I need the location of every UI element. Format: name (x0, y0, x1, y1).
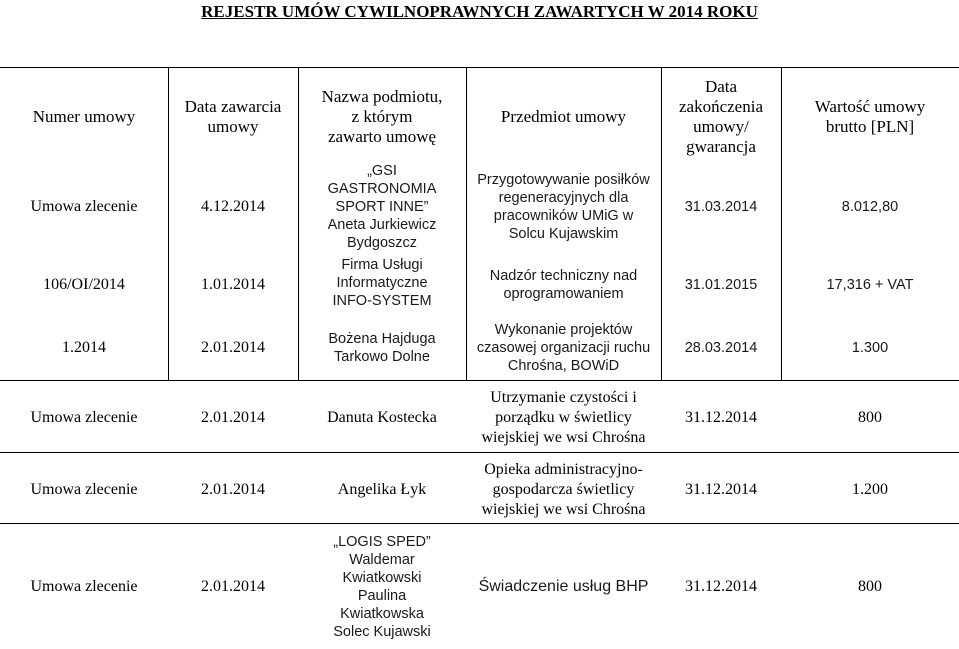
row3-subject: Wykonanie projektów czasowej organizacji ruchu Chrośna, BOWiD (476, 322, 651, 374)
row1-date: 4.12.2014 (201, 198, 265, 215)
row1-end-date: 31.03.2014 (684, 199, 758, 215)
header-subject: Przedmiot umowy (500, 107, 627, 126)
row3-entity: Bożena Hajduga Tarkowo Dolne (328, 331, 436, 365)
row4-entity: Danuta Kostecka (327, 409, 437, 426)
row1-subject: Przygotowywanie posiłków regeneracyjnych dla pracowników UMiG w Solcu Kujawskim (477, 172, 650, 242)
page-title: REJESTR UMÓW CYWILNOPRAWNYCH ZAWARTYCH W 2014 ROKU (201, 2, 758, 21)
header-number: Numer umowy (32, 107, 136, 126)
row6-end-date: 31.12.2014 (685, 578, 757, 595)
row6-value: 800 (858, 578, 882, 595)
row3-date: 2.01.2014 (201, 339, 265, 356)
row1-number: Umowa zlecenie (30, 198, 138, 215)
row6-subject: Świadczenie usług BHP (478, 578, 649, 595)
column-divider (466, 67, 467, 380)
row5-date: 2.01.2014 (201, 481, 265, 498)
row3-end-date: 28.03.2014 (684, 340, 758, 356)
row2-number: 106/OI/2014 (43, 276, 125, 293)
header-entity: Nazwa podmiotu, z którym zawarto umowę (321, 87, 443, 146)
row-divider (0, 523, 959, 524)
header-value: Wartość umowy brutto [PLN] (814, 97, 926, 136)
row6-date: 2.01.2014 (201, 578, 265, 595)
column-divider (168, 67, 169, 380)
row5-subject: Opieka administracyjno- gospodarcza świetlicy wiejskiej we wsi Chrośna (481, 461, 646, 518)
row2-value: 17,316 + VAT (826, 277, 914, 293)
row4-end-date: 31.12.2014 (685, 409, 757, 426)
row-divider (0, 452, 959, 453)
column-divider (298, 67, 299, 380)
row4-date: 2.01.2014 (201, 409, 265, 426)
row6-number: Umowa zlecenie (30, 578, 138, 595)
column-divider (661, 67, 662, 380)
row6-entity: „LOGIS SPED” Waldemar Kwiatkowski Paulina Kwiatkowska Solec Kujawski (333, 534, 431, 640)
row5-entity: Angelika Łyk (337, 481, 427, 498)
row3-value: 1.300 (851, 340, 889, 356)
header-end-date: Data zakończenia umowy/ gwarancja (679, 77, 763, 156)
row-divider (0, 380, 959, 381)
row2-end-date: 31.01.2015 (684, 277, 758, 293)
row1-value: 8.012,80 (841, 199, 899, 215)
header-date: Data zawarcia umowy (184, 97, 282, 136)
row2-entity: Firma Usługi Informatyczne INFO-SYSTEM (332, 257, 432, 309)
row3-number: 1.2014 (62, 339, 106, 356)
row2-subject: Nadzór techniczny nad oprogramowaniem (489, 268, 638, 302)
row1-entity: „GSI GASTRONOMIA SPORT INNE” Aneta Jurkiewicz Bydgoszcz (327, 163, 437, 251)
column-divider (781, 67, 782, 380)
row4-number: Umowa zlecenie (30, 409, 138, 426)
row4-value: 800 (858, 409, 882, 426)
row4-subject: Utrzymanie czystości i porządku w świetlicy wiejskiej we wsi Chrośna (481, 389, 646, 446)
row5-number: Umowa zlecenie (30, 481, 138, 498)
row2-date: 1.01.2014 (201, 276, 265, 293)
row5-value: 1.200 (852, 481, 888, 498)
row5-end-date: 31.12.2014 (685, 481, 757, 498)
